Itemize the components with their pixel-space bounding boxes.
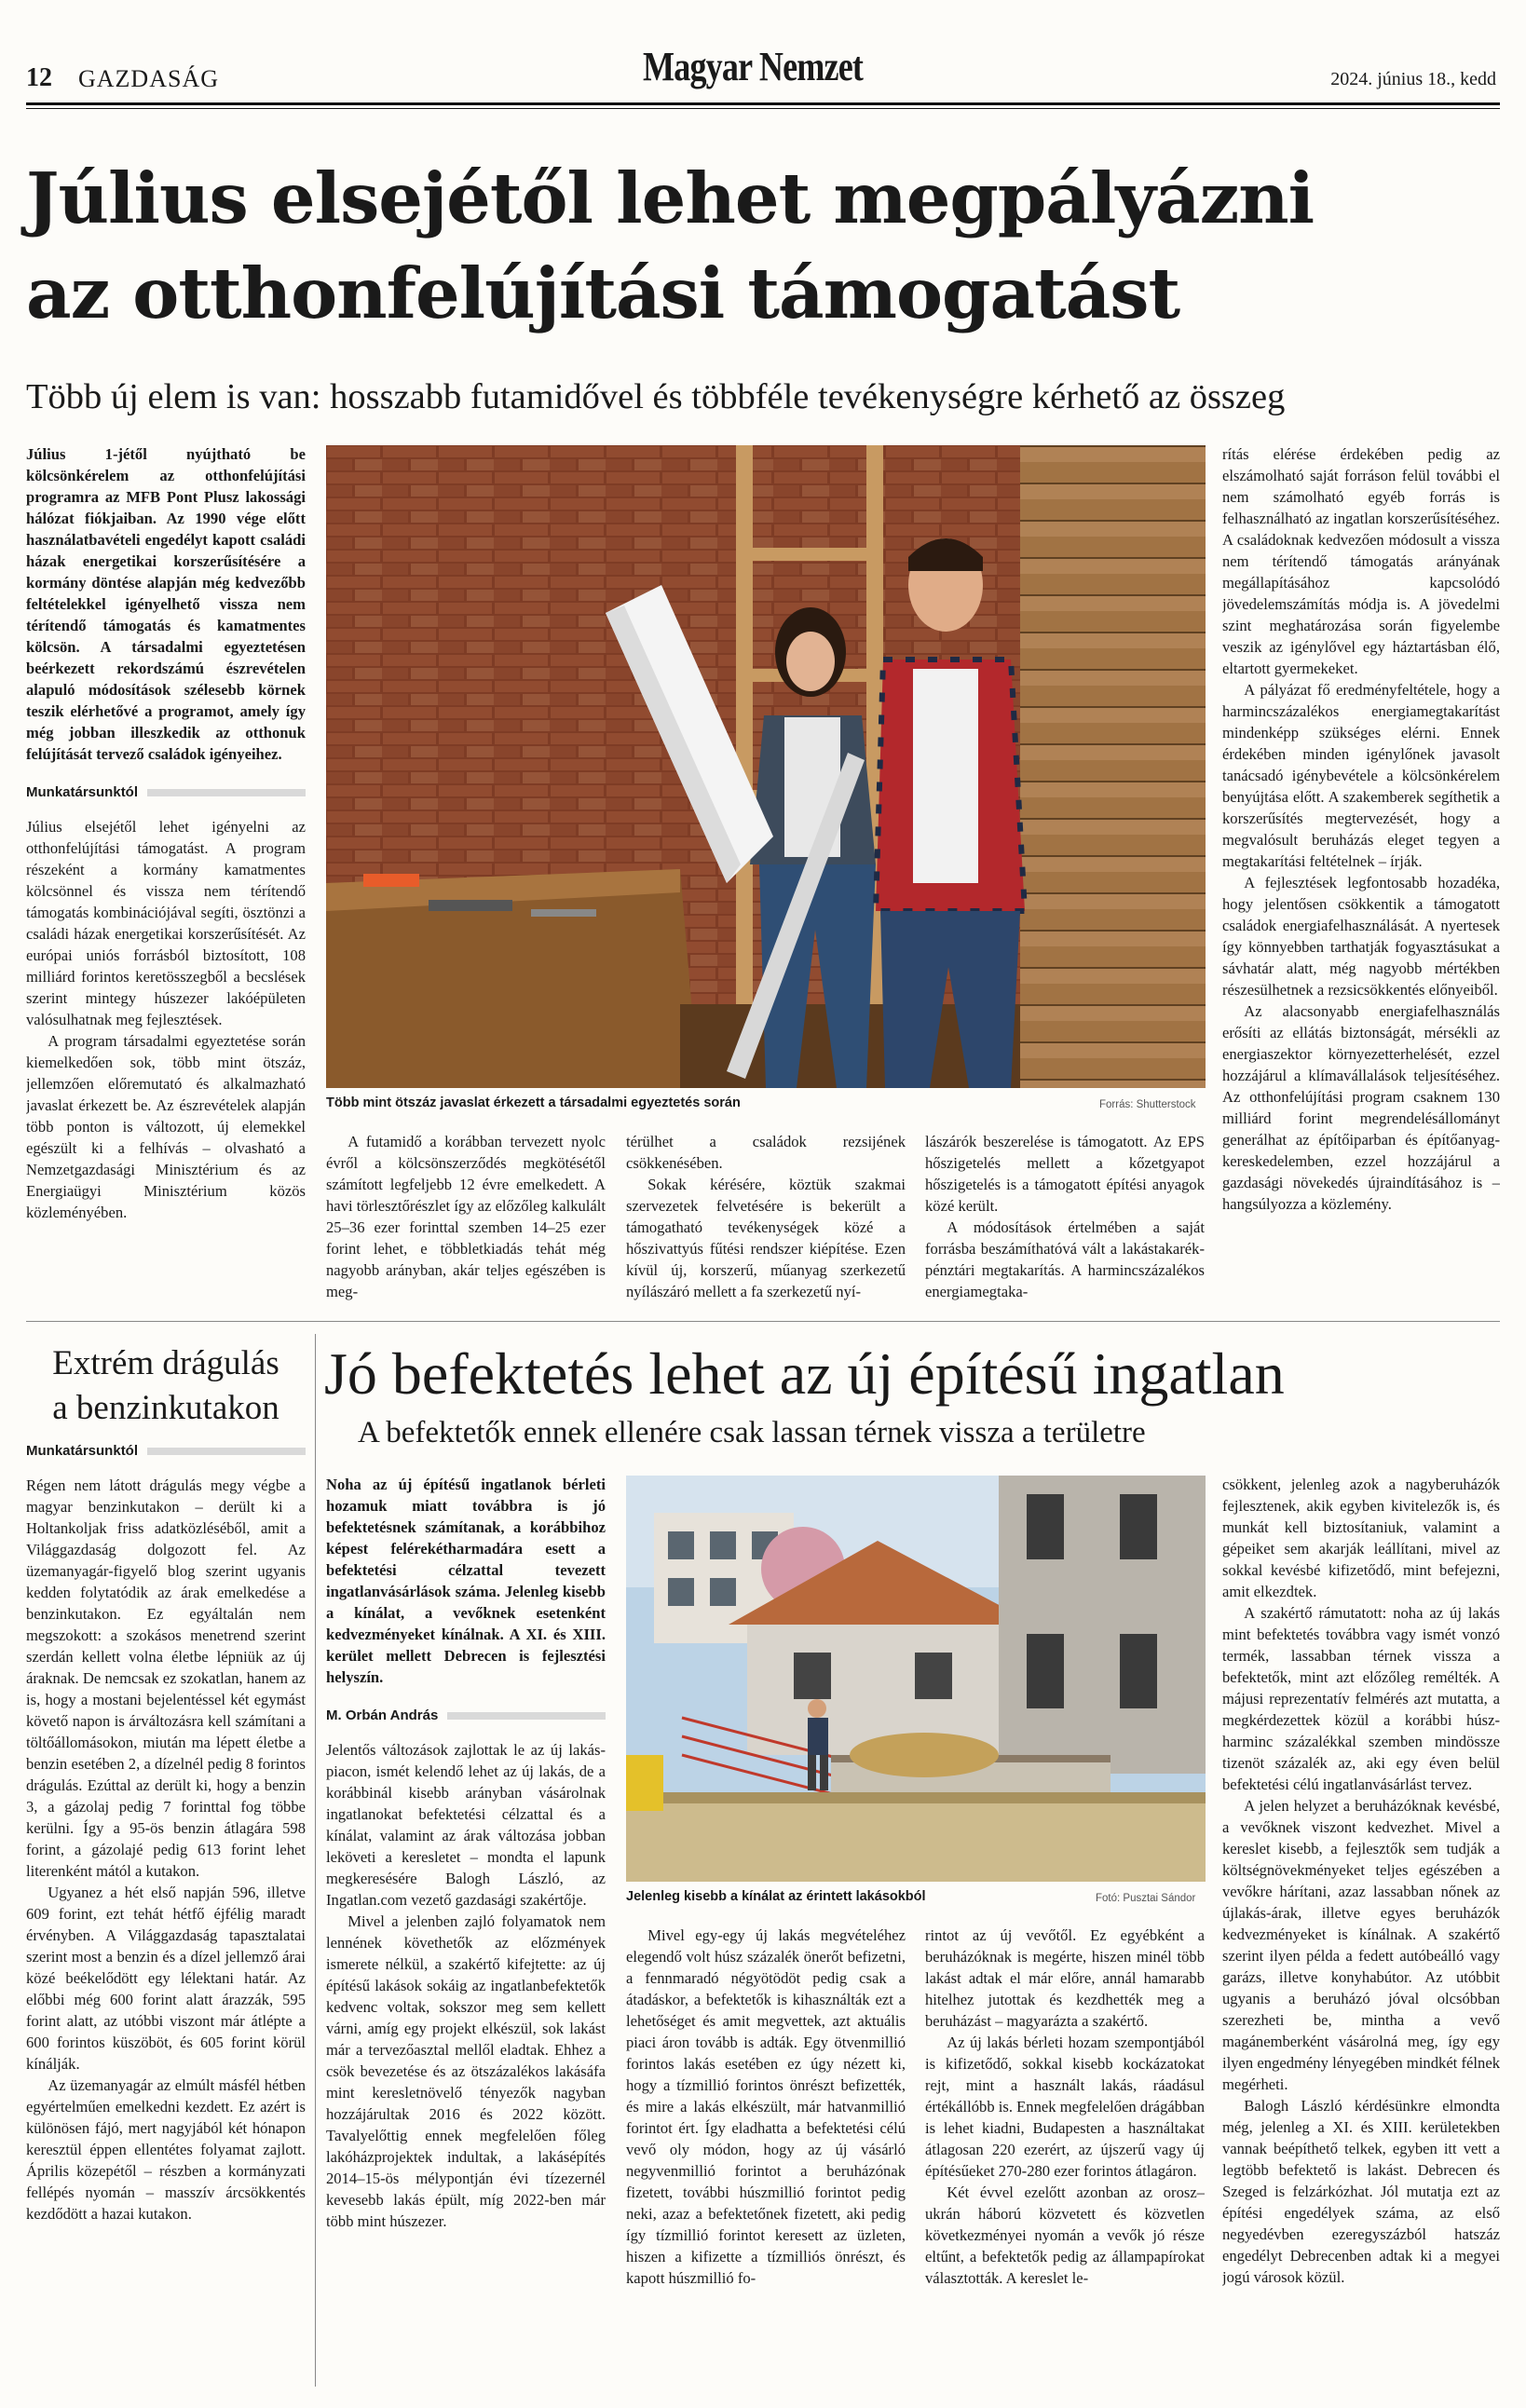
article1-paragraph: Július elsejétől lehet igényelni az otthonfelújítási támogatást. A program részeként a kormány kamatmentes kölcsönnel és vissza nem térítendő támogatás kombinációjával segíti, ösztönzi a családi házak energetikai korszerűsítését. Az európai uniós forrásból biztosított, 108 milliárd forintos keretösszegből a becslések szerint mintegy húszezer lakóépületen valósulhatnak meg fejlesztések. [26, 818, 306, 1028]
article1-column2 [326, 1131, 606, 1308]
article2-title-line2: a benzinkutakon [52, 1389, 279, 1427]
header-rule [26, 102, 1500, 105]
article3-paragraph: Az új lakás bérleti hozam szempontjából is kifizetődő, sokkal kisebb kockázatokat rejt, mint a használt lakás, ráadásul értékállóbb is. Ennek megfelelően drágábban is lehet kiadni, Budapesten a használtakat átlagosan 220 ezerért, az újszerű vagy új építésűeket 270-280 ezer forintos átlagáron. [925, 2034, 1205, 2180]
article1-paragraph: A pályázat fő eredményfeltétele, hogy a harmincszázalékos energiamegtakarítást mindenképp szükséges elérni. Ennek érdekében minden igénylőnek javasolt tanácsadó igénybevétele a kölcsönkérelem benyújtása előtt. A szakemberek segíthetik a korszerűsítés megtervezését, hogy a megvalósult beruházás eleget tegyen a megtakarítási feltételnek – írják. [1222, 681, 1500, 870]
article2-paragraph: Régen nem látott drágulás megy végbe a magyar benzinkutakon – derült ki a Holtankoljak friss adatközléséből, amit a Világgazdaság dolgozott fel. Az üzemanyagár-figyelő blog szerint ugyanis kedden folytatódik az árak emelkedése a benzinkutakon. Ez egyáltalán nem megszokott: a szokásos menetrend szerint szerdán kellett volna életbe lépniük az új áraknak. De nemcsak ez szokatlan, hanem az is, hogy a mostani bejelentéssel két egymást követő napon is árváltozásra kell számítani a töltőállomásokon, miután ma lépett életbe a benzin esetében 2, a dízelnél pedig 8 forintos drágulás. Ezúttal az derült ki, hogy a benzin 3, a gázolaj pedig 7 forinttal fog többe kerülni. Így a 95-ös benzin átlagára 598 forint, a gázolajé pedig 613 forint lehet literenként mától a kutakon. [26, 1476, 306, 1880]
masthead: Magyar Nemzet [643, 44, 864, 89]
section-name: GAZDASÁG [78, 65, 219, 92]
construction-site-photo [626, 1476, 1206, 1882]
article1-title-line2: az otthonfelújítási támogatást [26, 252, 1180, 334]
header-rule-thin [26, 108, 1500, 109]
sidebar-divider [315, 1334, 316, 2387]
author-rule [147, 789, 306, 796]
article3-paragraph: Balogh László kérdésünkre elmondta még, jelenleg a XI. és XIII. kerületekben vannak beépíthető telkek, egyben itt vett a legtöbb befektető is lakást. Debrecen és Szeged is felzárkózhat. Jól mutatja ezt az építési engedélyek száma, az első negyedévben ezeregyszázból hatszáz engedélyt Debrecenben adtak ki a megyei jogú városok közül. [1222, 2097, 1500, 2286]
article2-title [26, 1341, 306, 1431]
article3-lead: Noha az új építésű ingatlanok bérleti hozamuk miatt továbbra is jó befektetésnek számítanak, a korábbihoz képest felérekétharmadára esett a befektetési célzattal tevezett ingatlanvásárlások száma. Jelenleg kisebb a kínálat, a vevőknek esetenként kedvezményeket kínálnak. A XI. és XIII. kerület mellett Debrecen is fejlesztési helyszín. [326, 1476, 606, 1686]
article3-author-name: M. Orbán András [326, 1707, 439, 1723]
article2-paragraph: Az üzemanyagár az elmúlt másfél hétben egyértelműen emelkedni kezdett. Ez azért is különösen fájó, mert nagyjából két hónapon keresztül éppen ellentétes folyamat zajlott. Április közepétől – részben a kormányzati fellépés nyomán – masszív árcsökkentés kezdődött a hazai kutakon. [26, 2076, 306, 2223]
article3-column4 [1222, 1474, 1500, 2390]
article3-photo-caption: Jelenleg kisebb a kínálat az érintett lakásokból [626, 1889, 926, 1904]
article1-photo [326, 445, 1206, 1088]
author-rule [147, 1448, 306, 1455]
article3-column1 [326, 1474, 606, 2387]
article2-paragraph: Ugyanez a hét első napján 596, illetve 609 forint, ezt tehát hétfő éjfélig maradt érvényben. A Világgazdaság tapasztalatai szerint most a benzin és a dízel jellemző árai közé beékelődött egy lélektani határ. Az előbbi még 600 forint alatt árazzák, 595 forint alatt, az utóbbi viszont már átlépte a 600 forintos küszöböt, és 605 forint körül kínálják. [26, 1884, 306, 2073]
article1-column4 [925, 1131, 1205, 1308]
article1-paragraph: térülhet a családok rezsijének csökkenésében. [626, 1133, 906, 1172]
article2-title-line1: Extrém drágulás [52, 1344, 279, 1382]
article3-author [326, 1705, 606, 1726]
article1-photo-caption: Több mint ötszáz javaslat érkezett a társadalmi egyeztetés során [326, 1095, 741, 1110]
article1-paragraph: A program társadalmi egyeztetése során kiemelkedően sok, több mint ötszáz, jellemzően előremutató és alkalmazható javaslat érkezett be. Az észrevételek alapján több ponton is változott, új elemekkel egészült ki a felhívás – olvasható a Nemzetgazdasági Minisztérium és az Energiaügyi Minisztérium közös közleményében. [26, 1032, 306, 1221]
article1-paragraph: lászárók beszerelése is támogatott. Az EPS hőszigetelés mellett a kőzetgyapot hőszigetelés is a támogatott építési anyagok közé került. [925, 1133, 1205, 1215]
article1-paragraph: rítás elérése érdekében pedig az elszámolható saját forráson felül további el nem számolható egyéb forrás is felhasználható az ingatlan korszerűsítéséhez. A családoknak kedvezően módosult a vissza nem térítendő támogatás arányának megállapításához kapcsolódó jövedelemszámítás módja is. A jövedelmi szint meghatározása során figyelembe veszik az igénylővel egy háztartásban élő, eltartott gyermekeket. [1222, 445, 1500, 677]
article3-paragraph: Két évvel ezelőtt azonban az orosz–ukrán háború közvetett és közvetlen következményei nyomán a vevők jó része eltűnt, a befektetők pedig az állampapírokat választották. A kereslet le- [925, 2184, 1205, 2287]
section-separator [26, 1321, 1500, 1322]
article3-paragraph: A szakértő rámutatott: noha az új lakás mint befektetés továbbra vagy ismét vonzó termék, lassabban térnek vissza a befektetők, mint azt előzőleg remélték. A májusi reprezentatív felmérés azt mutatta, a megkérdezettek közül a korábbi húsz-harminc százalékkal szemben mindössze tizenöt százalék az, aki egy éven belül befektetési célú ingatlanvásárlást tervez. [1222, 1604, 1500, 1793]
article1-title [26, 151, 1500, 341]
article1-subtitle: Több új elem is van: hosszabb futamidővel és többféle tevékenységre kérhető az összeg [26, 377, 1286, 416]
article1-author [26, 782, 306, 803]
article3-photo [626, 1476, 1206, 1882]
article3-photo-credit: Fotó: Pusztai Sándor [1096, 1893, 1196, 1904]
article1-column5 [1222, 443, 1500, 1310]
article3-subtitle: A befektetők ennek ellenére csak lassan térnek vissza a területre [358, 1416, 1146, 1449]
article1-paragraph: A futamidő a korábban tervezett nyolc évről a kölcsönszerződés megkötésétől számított legfeljebb 12 évre emelkedett. A havi törlesztőrészlet így az előzőleg kalkulált 25–36 ezer forinttal szemben 14–25 ezer forint lehet, e többletkiadás tehát még nagyobb arányban, akár teljes egészében is meg- [326, 1133, 606, 1300]
article1-author-name: Munkatársunktól [26, 784, 139, 800]
article3-paragraph: Mivel a jelenben zajló folyamatok nem lennének követhetők az előzmények ismerete nélkül, a szakértő kifejtette: az új építésű lakások sokáig az ingatlanbefektetők kedvenc voltak, sokszor meg sem kellett várni, amíg egy projekt elkészül, sok lakást már a tervezőasztal mellől eladtak. Ehhez a csök bevezetése és az ötszázalékos lakásáfa mint keresletnövelő tényezők nagyban hozzájárultak 2016 és 2022 között. Tavalyelőttig ennek megfelelően főleg lakóházprojektek indultak, a lakásépítés 2014–15-ös mélypontján évi tízezernél kevesebb lakás épült, míg 2022-ben már több mint húszezer. [326, 1912, 606, 2230]
article1-column1 [26, 443, 306, 1300]
article1-paragraph: A módosítások értelmében a saját forrásba beszámíthatóvá vált a lakástakarék-pénztári megtakarítás. A harmincszázalékos energiamegtaka- [925, 1218, 1205, 1300]
page-number: 12 [26, 63, 52, 92]
article1-paragraph: A fejlesztések legfontosabb hozadéka, hogy jelentősen csökkentik a támogatott családok energiafelhasználását. A nyertesek így könnyebben tarthatják fogyasztásukat a sávhatár alatt, még nagyobb mértékben részesülhetnek a rezsicsökkentés előnyeiből. [1222, 874, 1500, 999]
article1-title-line1: Július elsejétől lehet megpályázni [26, 157, 1315, 239]
article2-author [26, 1440, 306, 1462]
article3-paragraph: Mivel egy-egy új lakás megvételéhez elegendő volt húsz százalék önerőt befizetni, a fennmaradó négyötödöt pedig csak a átadáskor, a befektetők is kihasználták ezt a lehetőséget és amit megvettek, azt aktuális piaci áron tovább is adták. Egy ötvenmillió forintos lakás esetében ez úgy nézett ki, hogy a tízmillió forintos önrészt befizették, és mire a lakás elkészült, már hatvanmillió forintot ért. Így eladhatta a befektetési célú vevő oly módon, hogy az új vásárló negyvenmillió forintot a beruházónak fizetett, további húszmillió forintot pedig neki, azaz a befektetőnek fizetett, aki pedig így tízmillió forintot keresett az üzleten, hiszen a kifizette a tízmilliós önrészt, és kapott húszmillió fo- [626, 1926, 906, 2287]
article3-column3 [925, 1925, 1205, 2390]
article3-paragraph: rintot az új vevőtől. Ez egyébként a beruházóknak is megérte, hiszen minél több lakást adtak el már előre, annál hamarabb hitelhez jutottak és kezdhették meg a beruházást – magyarázta a szakértő. [925, 1926, 1205, 2030]
article1-paragraph: Sokak kérésére, köztük szakmai szervezetek felvetésére is bekerült a támogatható tevékenységek közé a hőszivattyús fűtési rendszer kiépítése. Ezen kívül új, korszerű, műanyag szerkezetű nyílászáró mellett a fa szerkezetű nyí- [626, 1176, 906, 1300]
article3-paragraph: Jelentős változások zajlottak le az új lakás-piacon, ismét kelendő lehet az új lakás, de a korábbinál kisebb arányban vásárolnak ingatlanokat befektetési célzattal és a kínálat, valamint az árak változása jobban leköveti a keresletet – mondta el lapunk megkeresésére Balogh László, az Ingatlan.com vezető gazdasági szakértője. [326, 1741, 606, 1909]
article1-lead: Július 1-jétől nyújtható be kölcsönkérelem az otthonfelújítási programra az MFB Pont Plusz lakossági hálózat fiókjaiban. Az 1990 vége előtt használatbavételi engedélyt kapott családi házak energetikai korszerűsítésére a kormány döntése alapján még kedvezőbb feltételekkel igényelhető vissza nem térítendő támogatás és kamatmentes kölcsön. A társadalmi egyeztetésen beérkezett rekordszámú észrevételen alapuló módosítások szélesebb körnek teszik elérhetővé a programot, amely így még jobban illeszkedik az otthonuk felújítását tervező családok igényeihez. [26, 445, 306, 763]
article1-column3 [626, 1131, 906, 1308]
article2-author-name: Munkatársunktól [26, 1443, 139, 1459]
article1-photo-credit: Forrás: Shutterstock [1099, 1099, 1196, 1110]
article3-paragraph: csökkent, jelenleg azok a nagyberuházók fejlesztenek, akik egyben kivitelezők is, és munkát kell biztosítaniuk, valamint a gépeiket sem akarják leállítani, mivel az sokkal kevésbé kifizetődő, mint befejezni, amit elkezdtek. [1222, 1476, 1500, 1600]
article3-paragraph: A jelen helyzet a beruházóknak kevésbé, a vevőknek viszont kedvezhet. Mivel a kereslet kisebb, a fejlesztők sem tudják a költségnövekményeket teljes egészében a vevőkre hárítani, azaz lassabban nőnek az újlakás-árak, illetve egyes beruházók kedvezményeket is kínálnak. A szakértő szerint ilyen példa a fedett autóbeálló vagy garázs, illetve konyhabútor. Az utóbbit ugyanis a beruházó jóval olcsóbban szerezheti be, mintha a vevő magánemberként vásárolná meg, így egy ilyen engedmény lényegében mindkét félnek megérheti. [1222, 1797, 1500, 2093]
article1-paragraph: Az alacsonyabb energiafelhasználás erősíti az ellátás biztonságát, mérsékli az energiaszektor környezetterhelését, ezzel hozzájárul a klímavállalások teljesítéséhez. Az otthonfelújítási program csaknem 130 milliárd forint megrendelésállományt generálhat az építőiparban és építőanyag-kereskedelemben, ezzel hozzájárul a gazdasági növekedés újraindításához is – hangsúlyozza a közlemény. [1222, 1002, 1500, 1213]
author-rule [447, 1712, 606, 1720]
article2-body [26, 1440, 306, 2390]
article3-title: Jó befektetés lehet az új építésű ingatlan [324, 1340, 1285, 1407]
renovation-couple-photo [326, 445, 1206, 1088]
issue-date: 2024. június 18., kedd [1330, 69, 1496, 89]
article3-column2 [626, 1925, 906, 2390]
